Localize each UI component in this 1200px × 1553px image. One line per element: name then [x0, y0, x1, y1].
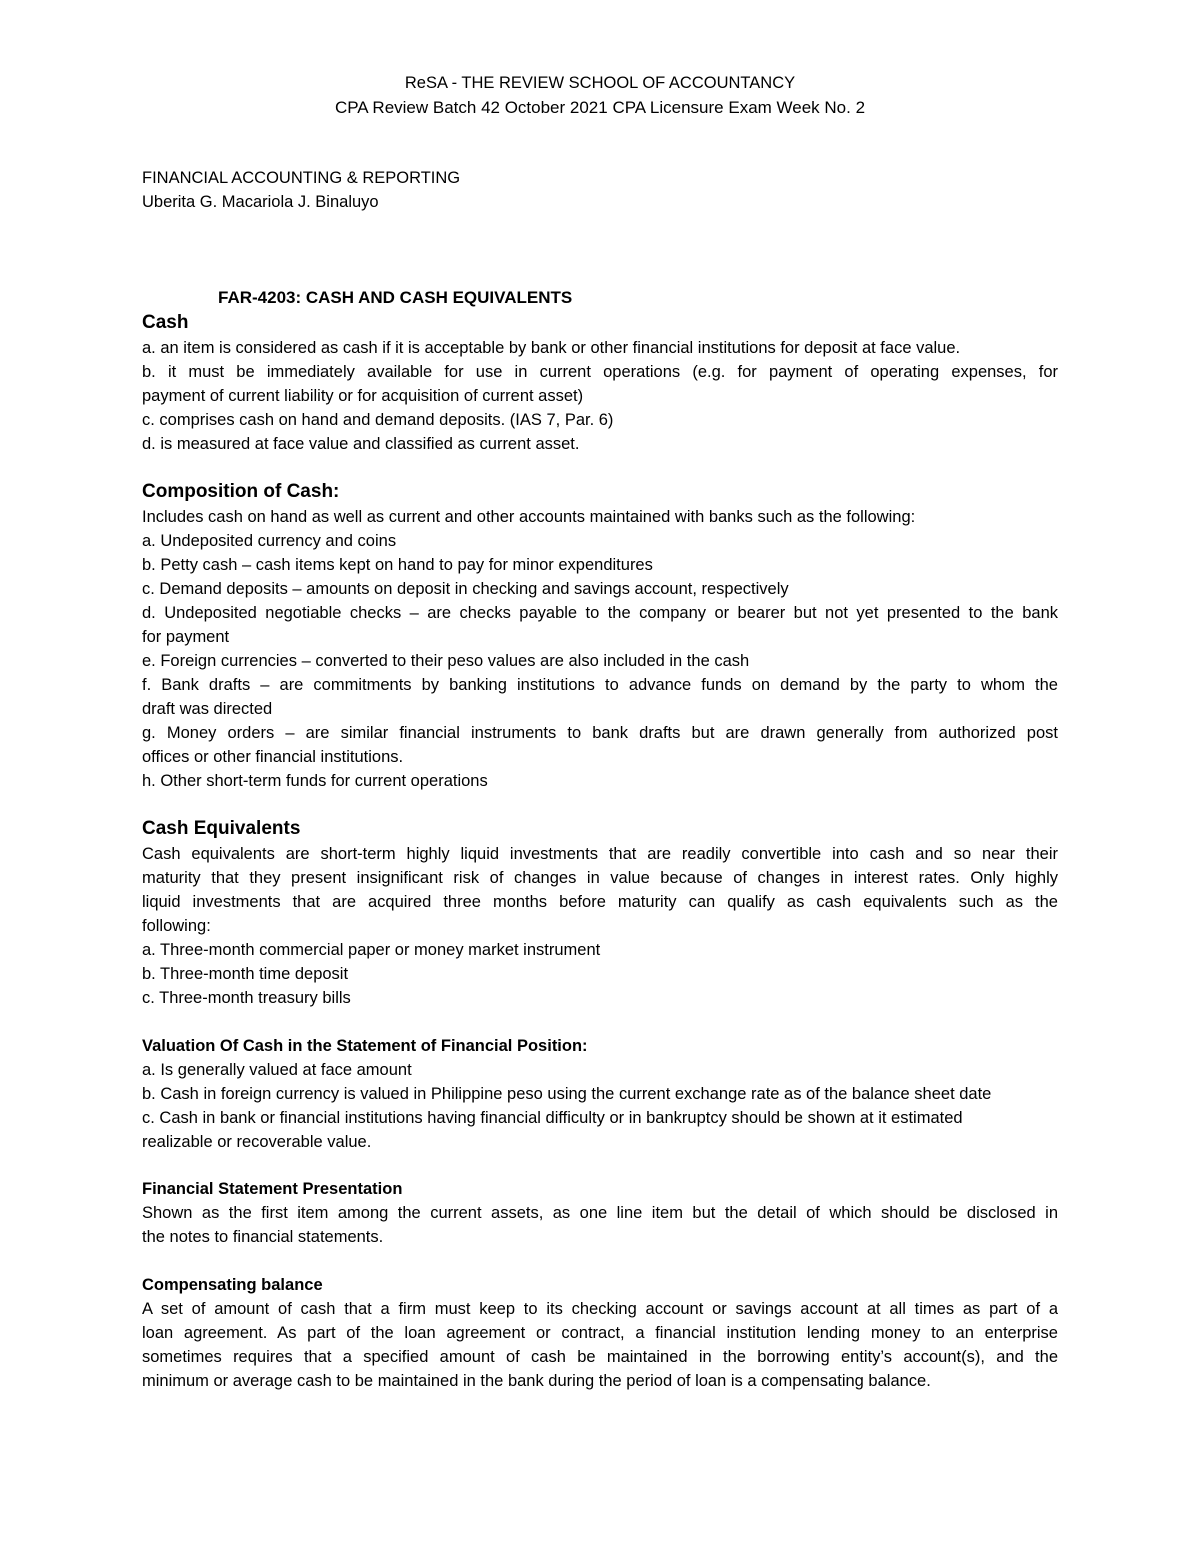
equivalents-line: liquid investments that are acquired three months before maturity can qualify as cash equivalents such as the	[142, 893, 1058, 911]
compensating-line: minimum or average cash to be maintained in the bank during the period of loan is a compensating balance.	[142, 1372, 931, 1390]
composition-line: a. Undeposited currency and coins	[142, 532, 397, 550]
equivalents-line: maturity that they present insignificant risk of changes in value because of changes in interest rates. Only highly	[142, 869, 1058, 887]
batch-line: CPA Review Batch 42 October 2021 CPA Licensure Exam Week No. 2	[334, 98, 866, 117]
equivalents-line: following:	[142, 917, 211, 935]
valuation-heading: Valuation Of Cash in the Statement of Financial Position:	[142, 1037, 588, 1055]
composition-line: for payment	[142, 628, 230, 646]
composition-line: Includes cash on hand as well as current and other accounts maintained with banks such as the following:	[142, 508, 916, 526]
subject-line: FINANCIAL ACCOUNTING & REPORTING	[142, 169, 461, 187]
composition-line: b. Petty cash – cash items kept on hand to pay for minor expenditures	[142, 556, 653, 574]
presentation-line: the notes to financial statements.	[142, 1228, 384, 1246]
composition-line: offices or other financial institutions.	[142, 748, 404, 766]
compensating-line: loan agreement. As part of the loan agreement or contract, a financial institution lending money to an enterprise	[142, 1324, 1058, 1342]
cash-line: payment of current liability or for acquisition of current asset)	[142, 387, 584, 405]
school-name: ReSA - THE REVIEW SCHOOL OF ACCOUNTANCY	[404, 74, 796, 92]
cash-heading: Cash	[142, 312, 189, 333]
cash-line: a. an item is considered as cash if it is acceptable by bank or other financial institutions for deposit at face value.	[142, 339, 961, 357]
cash-line: d. is measured at face value and classified as current asset.	[142, 435, 580, 453]
equivalents-line: b. Three-month time deposit	[142, 965, 349, 983]
authors-line: Uberita G. Macariola J. Binaluyo	[142, 193, 379, 211]
composition-line: draft was directed	[142, 700, 273, 718]
equivalents-heading: Cash Equivalents	[142, 818, 301, 839]
cash-line: c. comprises cash on hand and demand deposits. (IAS 7, Par. 6)	[142, 411, 614, 429]
equivalents-line: Cash equivalents are short-term highly liquid investments that are readily convertible into cash and so near their	[142, 845, 1058, 863]
valuation-line: b. Cash in foreign currency is valued in Philippine peso using the current exchange rate as of the balance sheet date	[142, 1085, 992, 1103]
valuation-line: c. Cash in bank or financial institutions having financial difficulty or in bankruptcy should be shown at it estimated	[142, 1109, 963, 1127]
presentation-line: Shown as the first item among the current assets, as one line item but the detail of which should be disclosed in	[142, 1204, 1058, 1222]
compensating-heading: Compensating balance	[142, 1276, 323, 1294]
compensating-line: A set of amount of cash that a firm must keep to its checking account or savings account at all times as part of a	[142, 1300, 1058, 1318]
composition-line: f. Bank drafts – are commitments by banking institutions to advance funds on demand by the party to whom the	[142, 676, 1058, 694]
page-title: FAR-4203: CASH AND CASH EQUIVALENTS	[218, 288, 573, 307]
composition-line: e. Foreign currencies – converted to their peso values are also included in the cash	[142, 652, 750, 670]
presentation-heading: Financial Statement Presentation	[142, 1180, 403, 1198]
compensating-line: sometimes requires that a specified amount of cash be maintained in the borrowing entity’s account(s), and the	[142, 1348, 1058, 1366]
composition-heading: Composition of Cash:	[142, 481, 340, 502]
cash-line: b. it must be immediately available for use in current operations (e.g. for payment of operating expenses, for	[142, 363, 1058, 381]
valuation-line: realizable or recoverable value.	[142, 1133, 372, 1151]
composition-line: d. Undeposited negotiable checks – are checks payable to the company or bearer but not yet presented to the bank	[142, 604, 1058, 622]
composition-line: h. Other short-term funds for current operations	[142, 772, 488, 790]
composition-line: c. Demand deposits – amounts on deposit in checking and savings account, respectively	[142, 580, 789, 598]
valuation-line: a. Is generally valued at face amount	[142, 1061, 412, 1079]
equivalents-line: c. Three-month treasury bills	[142, 989, 351, 1007]
composition-line: g. Money orders – are similar financial instruments to bank drafts but are drawn generally from authorized post	[142, 724, 1058, 742]
equivalents-line: a. Three-month commercial paper or money market instrument	[142, 941, 601, 959]
